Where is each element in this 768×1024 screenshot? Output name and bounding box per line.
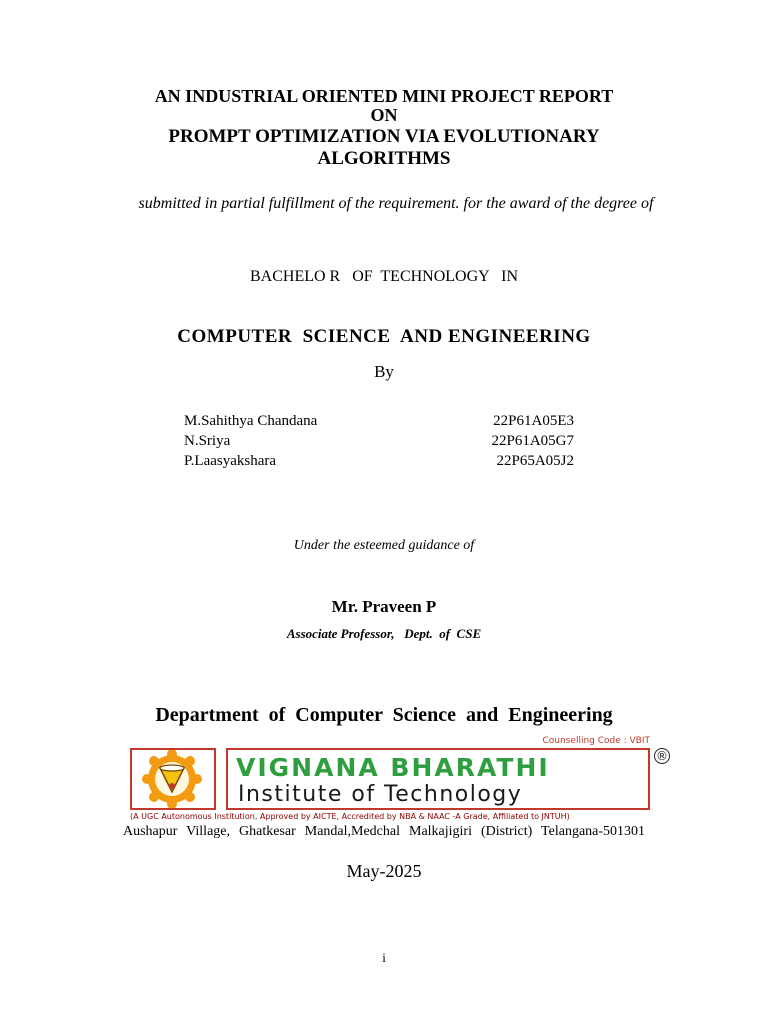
branch-heading: COMPUTER SCIENCE AND ENGINEERING [177,326,591,347]
registered-mark-icon: ® [656,749,668,763]
emblem-box [130,748,216,810]
on-heading: ON [370,105,398,125]
institution-address: Aushapur Village, Ghatkesar Mandal,Medchal Malkajigiri (District) Telangana-501301 [122,824,646,839]
institution-name: VIGNANA BHARATHI [236,753,550,782]
project-title-line1: PROMPT OPTIMIZATION VIA EVOLUTIONARY [168,126,600,147]
guidance-text: Under the esteemed guidance of [293,538,475,553]
student-name: P.Laasyakshara [184,453,277,469]
page-number: i [382,950,386,965]
report-type-heading: AN INDUSTRIAL ORIENTED MINI PROJECT REPORT [154,86,614,106]
counselling-code: Counselling Code : VBIT [542,736,650,746]
guide-name: Mr. Praveen P [331,597,437,616]
student-name: M.Sahithya Chandana [184,413,318,429]
institution-logo [130,734,670,822]
student-roll-number: 22P61A05G7 [491,433,574,449]
degree-text: BACHELO R OF TECHNOLOGY IN [250,268,518,285]
submission-statement: submitted in partial fulfillment of the requirement. for the award of the degree of [138,195,654,212]
report-date: May-2025 [346,861,422,881]
emblem-icon [132,750,214,808]
institution-name-box [226,748,650,810]
department-heading: Department of Computer Science and Engineering [155,704,613,726]
student-roll-number: 22P65A05J2 [496,453,574,469]
institution-subtitle: Institute of Technology [238,782,523,807]
institution-tagline: (A UGC Autonomous Institution, Approved by AICTE, Accredited by NBA & NAAC -A Grade, Affiliated to JNTUH) [130,812,570,821]
guide-designation: Associate Professor, Dept. of CSE [286,626,482,641]
project-title-line2: ALGORITHMS [317,148,451,169]
by-label: By [374,362,394,381]
student-name: N.Sriya [184,433,231,449]
student-roll-number: 22P61A05E3 [493,413,574,429]
